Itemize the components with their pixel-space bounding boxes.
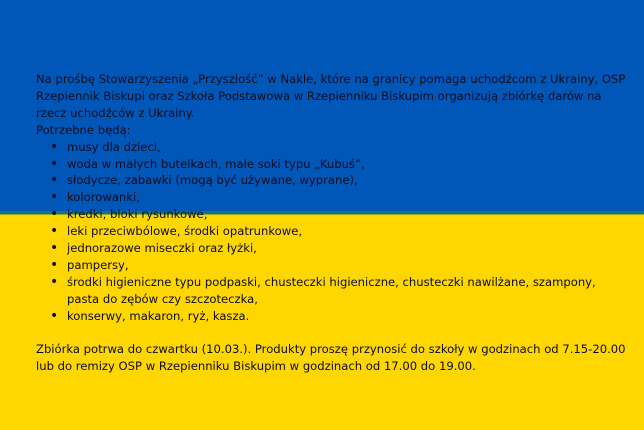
list-item: • słodycze, zabawki (mogą być używane, wyprane), bbox=[36, 172, 626, 189]
donation-notice bbox=[36, 71, 626, 374]
list-item: • kolorowanki, bbox=[36, 189, 626, 206]
list-item: • jednorazowe miseczki oraz łyżki, bbox=[36, 240, 626, 257]
list-item: • konserwy, makaron, ryż, kasza. bbox=[36, 308, 626, 325]
list-item: • musy dla dzieci, bbox=[36, 139, 626, 156]
list-item: • leki przeciwbólowe, środki opatrunkowe, bbox=[36, 223, 626, 240]
list-item: • kredki, bloki rysunkowe, bbox=[36, 206, 626, 223]
intro-paragraph: Na prośbę Stowarzyszenia „Przyszłość” w Nakle, które na granicy pomaga uchodźcom z Ukrainy, OSP Rzepiennik Biskupi oraz Szkoła Podstawowa w Rzepienniku Biskupim organizują zbiórkę darów na rzecz uchodźców z Ukrainy. bbox=[36, 72, 626, 120]
list-item: • woda w małych butelkach, małe soki typu „Kubuś”, bbox=[36, 156, 626, 173]
list-item: • środki higieniczne typu podpaski, chusteczki higieniczne, chusteczki nawilżane, szampony, pasta do zębów czy szczoteczka, bbox=[36, 274, 626, 308]
needed-heading: Potrzebne będą: bbox=[36, 122, 131, 137]
closing-paragraph: Zbiórka potrwa do czwartku (10.03.). Produkty proszę przynosić do szkoły w godzinach od 7.15-20.00 lub do remizy OSP w Rzepienniku Biskupim w godzinach od 17.00 do 19.00. bbox=[36, 341, 626, 373]
needed-items-list bbox=[36, 139, 626, 325]
list-item: • pampersy, bbox=[36, 257, 626, 274]
